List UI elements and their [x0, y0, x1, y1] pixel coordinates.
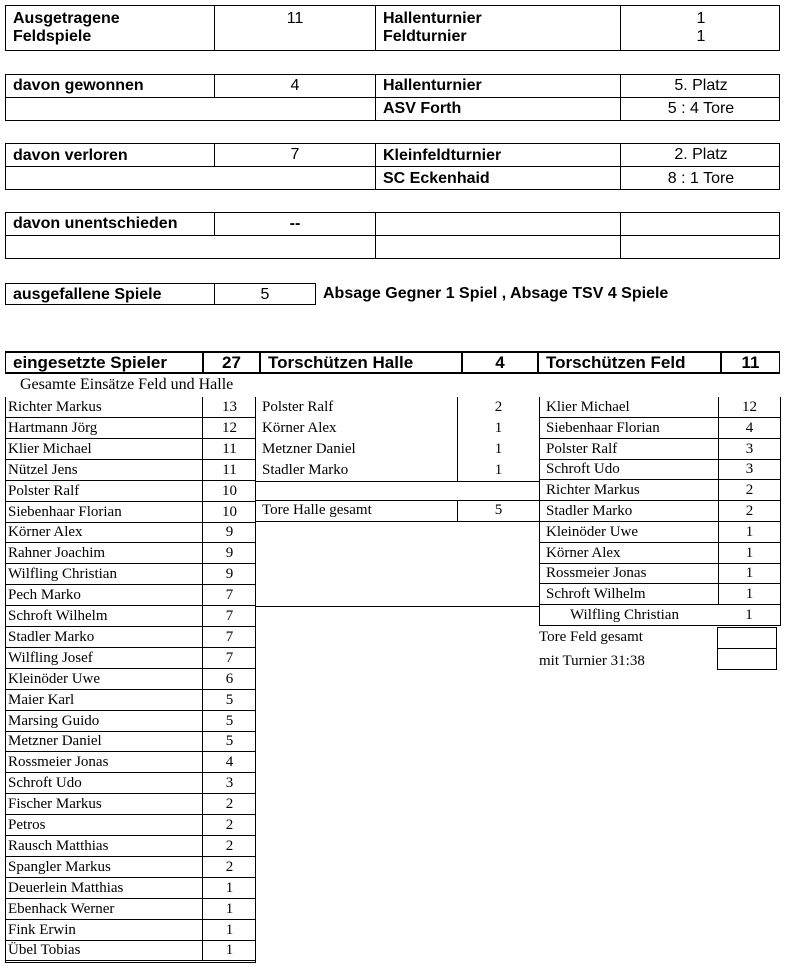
- feld-scorer-name: Schroft Udo: [546, 461, 620, 477]
- table-row: [256, 418, 539, 439]
- player-count: 5: [202, 731, 256, 751]
- table-row: [6, 418, 255, 439]
- feld-scorer-goals: 3: [718, 439, 780, 459]
- player-name: Fischer Markus: [8, 796, 102, 812]
- halle-scorer-name: Stadler Marko: [262, 462, 349, 478]
- feld-scorer-goals: 2: [718, 480, 780, 500]
- ausgefallen-note: Absage Gegner 1 Spiel , Absage TSV 4 Spiele: [323, 285, 669, 302]
- divider: [6, 166, 779, 167]
- feldturnier-label: Feldturnier: [383, 28, 467, 45]
- player-name: Deuerlein Matthias: [8, 880, 124, 896]
- verloren-value: 7: [290, 146, 300, 163]
- feld-scorer-goals: 3: [718, 459, 780, 479]
- divider: [375, 213, 376, 258]
- player-count: 2: [202, 794, 256, 814]
- halle-scorer-goals: 1: [457, 418, 539, 439]
- player-count: 7: [202, 648, 256, 668]
- halle-scorer-name: Metzner Daniel: [262, 441, 356, 457]
- feldspiele-right-values: [621, 10, 781, 46]
- table-row: [540, 543, 780, 564]
- player-name: Ebenhack Werner: [8, 901, 115, 917]
- player-count: 3: [202, 773, 256, 793]
- table-row: [6, 878, 255, 899]
- halle-scorer-goals: 1: [457, 460, 539, 481]
- summary-unentschieden: [5, 212, 780, 259]
- player-count: 1: [202, 920, 256, 940]
- player-count: 10: [202, 502, 256, 522]
- player-count: 11: [202, 460, 256, 480]
- table-row: [256, 460, 539, 481]
- table-row: [6, 731, 255, 752]
- feld-scorer-name: Schroft Wilhelm: [546, 586, 646, 602]
- verloren-r1-value: 2. Platz: [674, 146, 728, 163]
- table-row: [256, 500, 539, 521]
- player-name: Rossmeier Jonas: [8, 754, 109, 770]
- table-row: [6, 857, 255, 878]
- table-row: [6, 836, 255, 857]
- halle-label: Torschützen Halle: [268, 353, 414, 372]
- stats-header: [5, 351, 780, 374]
- feld-scorer-name: Stadler Marko: [546, 503, 633, 519]
- table-row: [6, 627, 255, 648]
- halle-value: 4: [495, 353, 505, 372]
- gewonnen-r1-value: 5. Platz: [674, 77, 728, 94]
- player-name: Schroft Wilhelm: [8, 608, 108, 624]
- halle-scorer-name: Polster Ralf: [262, 399, 334, 415]
- feld-total-label2: mit Turnier 31:38: [539, 653, 645, 669]
- table-row: [6, 711, 255, 732]
- table-row: [540, 501, 780, 522]
- player-name: Rahner Joachim: [8, 545, 106, 561]
- feld-scorers-table: [539, 397, 781, 626]
- table-row: [540, 418, 780, 439]
- divider: [457, 397, 458, 481]
- halle-empty-area: [256, 522, 540, 607]
- players-table: [5, 397, 256, 963]
- summary-feldspiele: [5, 5, 780, 51]
- player-name: Stadler Marko: [8, 629, 95, 645]
- table-row: [6, 794, 255, 815]
- player-name: Schroft Udo: [8, 775, 82, 791]
- player-name: Metzner Daniel: [8, 733, 102, 749]
- feld-scorer-name: Kleinöder Uwe: [546, 524, 639, 540]
- table-row: [6, 439, 255, 460]
- verloren-r2-label: SC Eckenhaid: [383, 170, 490, 187]
- hallenturnier-label: Hallenturnier: [383, 10, 482, 27]
- player-name: Petros: [8, 817, 46, 833]
- player-name: Polster Ralf: [8, 483, 80, 499]
- feld-scorer-name: Richter Markus: [546, 482, 640, 498]
- verloren-r2-value: 8 : 1 Tore: [667, 170, 735, 187]
- player-name: Wilfling Josef: [8, 650, 93, 666]
- feld-value: 11: [741, 353, 760, 372]
- summary-ausgefallen: [5, 283, 316, 305]
- player-count: 1: [202, 878, 256, 898]
- verloren-r1-label: Kleinfeldturnier: [383, 147, 502, 164]
- feld-label: Torschützen Feld: [546, 353, 686, 372]
- gewonnen-r2-label: ASV Forth: [383, 100, 462, 117]
- feldspiele-label: [6, 10, 120, 46]
- player-count: 10: [202, 481, 256, 501]
- player-name: Fink Erwin: [8, 922, 76, 938]
- player-name: Pech Marko: [8, 587, 81, 603]
- table-row-empty: [256, 481, 539, 501]
- player-count: 9: [202, 522, 256, 542]
- table-row: [6, 815, 255, 836]
- player-name: Klier Michael: [8, 441, 92, 457]
- player-count: 5: [202, 711, 256, 731]
- divider: [6, 97, 779, 98]
- player-name: Spangler Markus: [8, 859, 111, 875]
- player-count: 2: [202, 815, 256, 835]
- ausgefallen-value: 5: [260, 286, 270, 303]
- summary-gewonnen: [5, 74, 780, 121]
- player-count: 7: [202, 606, 256, 626]
- player-count: 5: [202, 690, 256, 710]
- feldspiele-value: 11: [286, 10, 304, 27]
- table-row: [540, 480, 780, 501]
- table-row: [6, 502, 255, 523]
- divider: [620, 213, 621, 258]
- table-row: [6, 920, 255, 941]
- table-row: [6, 481, 255, 502]
- feld-scorer-name: Klier Michael: [546, 399, 630, 415]
- table-row: [6, 606, 255, 627]
- feld-scorer-name: Polster Ralf: [546, 441, 618, 457]
- table-row: [540, 563, 780, 584]
- halle-total-value: 5: [457, 500, 539, 521]
- player-name: Wilfling Christian: [8, 566, 117, 582]
- summary-verloren: [5, 143, 780, 190]
- table-row: [6, 543, 255, 564]
- table-row: [6, 773, 255, 794]
- feld-scorer-goals: 1: [718, 563, 780, 583]
- feld-total: [539, 627, 777, 670]
- player-name: Kleinöder Uwe: [8, 671, 101, 687]
- player-count: 9: [202, 543, 256, 563]
- table-row: [540, 439, 780, 460]
- feldturnier-value: 1: [696, 28, 706, 45]
- player-name: Körner Alex: [8, 524, 83, 540]
- table-row: [6, 522, 255, 543]
- halle-scorer-goals: 1: [457, 439, 539, 460]
- unentschieden-value: --: [289, 215, 301, 232]
- gewonnen-r2-value: 5 : 4 Tore: [667, 100, 735, 117]
- feld-total-value-cell: [717, 648, 777, 670]
- feld-scorer-goals: 1: [718, 584, 780, 604]
- player-name: Marsing Guido: [8, 713, 100, 729]
- halle-scorer-goals: 2: [457, 397, 539, 418]
- feld-scorer-name: Siebenhaar Florian: [546, 420, 660, 436]
- table-row: [6, 669, 255, 690]
- table-row: [540, 584, 780, 605]
- halle-scorers-table: [256, 397, 540, 522]
- halle-scorer-name: Körner Alex: [262, 420, 337, 436]
- table-row: [6, 940, 255, 961]
- table-row: [540, 605, 780, 626]
- feld-scorer-goals: 1: [718, 543, 780, 563]
- halle-total-label: Tore Halle gesamt: [262, 502, 372, 518]
- player-count: 13: [202, 397, 256, 417]
- feld-scorer-goals: 1: [745, 607, 753, 623]
- feld-scorer-name: Körner Alex: [546, 545, 621, 561]
- players-label: eingesetzte Spieler: [13, 353, 168, 372]
- table-row: [6, 899, 255, 920]
- feld-scorer-goals: 12: [718, 397, 780, 417]
- table-row: [256, 397, 539, 418]
- table-row: [540, 522, 780, 543]
- hallenturnier-value: 1: [696, 10, 706, 27]
- subtitle: Gesamte Einsätze Feld und Halle: [20, 376, 234, 393]
- player-count: 9: [202, 564, 256, 584]
- gewonnen-value: 4: [290, 77, 300, 94]
- player-name: Übel Tobias: [8, 942, 81, 958]
- feld-scorer-goals: 2: [718, 501, 780, 521]
- table-row: [6, 648, 255, 669]
- table-row: [6, 752, 255, 773]
- feld-total-value-cell: [717, 627, 777, 649]
- table-row: [6, 585, 255, 606]
- table-row: [6, 564, 255, 585]
- player-count: 12: [202, 418, 256, 438]
- table-row: [6, 460, 255, 481]
- player-count: 7: [202, 627, 256, 647]
- feld-total-label1: Tore Feld gesamt: [539, 629, 643, 645]
- feld-scorer-goals: 4: [718, 418, 780, 438]
- ausgefallen-label: ausgefallene Spiele: [13, 286, 162, 303]
- divider: [6, 235, 779, 236]
- table-row: [540, 459, 780, 480]
- player-count: 7: [202, 585, 256, 605]
- player-count: 1: [202, 940, 256, 960]
- players-value: 27: [222, 353, 241, 372]
- verloren-label: davon verloren: [13, 147, 128, 164]
- player-count: 2: [202, 836, 256, 856]
- table-row: [6, 397, 255, 418]
- player-count: 6: [202, 669, 256, 689]
- feld-scorer-name: Rossmeier Jonas: [546, 565, 647, 581]
- feldspiele-right: [376, 10, 482, 46]
- player-count: 11: [202, 439, 256, 459]
- player-name: Siebenhaar Florian: [8, 504, 122, 520]
- table-row: [540, 397, 780, 418]
- feld-scorer-name: Wilfling Christian: [570, 607, 679, 623]
- player-count: 1: [202, 899, 256, 919]
- player-name: Hartmann Jörg: [8, 420, 98, 436]
- gewonnen-r1-label: Hallenturnier: [383, 77, 482, 94]
- table-row: [256, 439, 539, 460]
- player-name: Richter Markus: [8, 399, 102, 415]
- unentschieden-label: davon unentschieden: [13, 215, 178, 232]
- player-count: 2: [202, 857, 256, 877]
- feldspiele-label-line2: Feldspiele: [13, 28, 92, 45]
- player-count: 4: [202, 752, 256, 772]
- gewonnen-label: davon gewonnen: [13, 77, 144, 94]
- table-row: [6, 690, 255, 711]
- feld-scorer-goals: 1: [718, 522, 780, 542]
- feldspiele-label-line1: Ausgetragene: [13, 10, 120, 27]
- player-name: Nützel Jens: [8, 462, 78, 478]
- player-name: Rausch Matthias: [8, 838, 109, 854]
- player-name: Maier Karl: [8, 692, 75, 708]
